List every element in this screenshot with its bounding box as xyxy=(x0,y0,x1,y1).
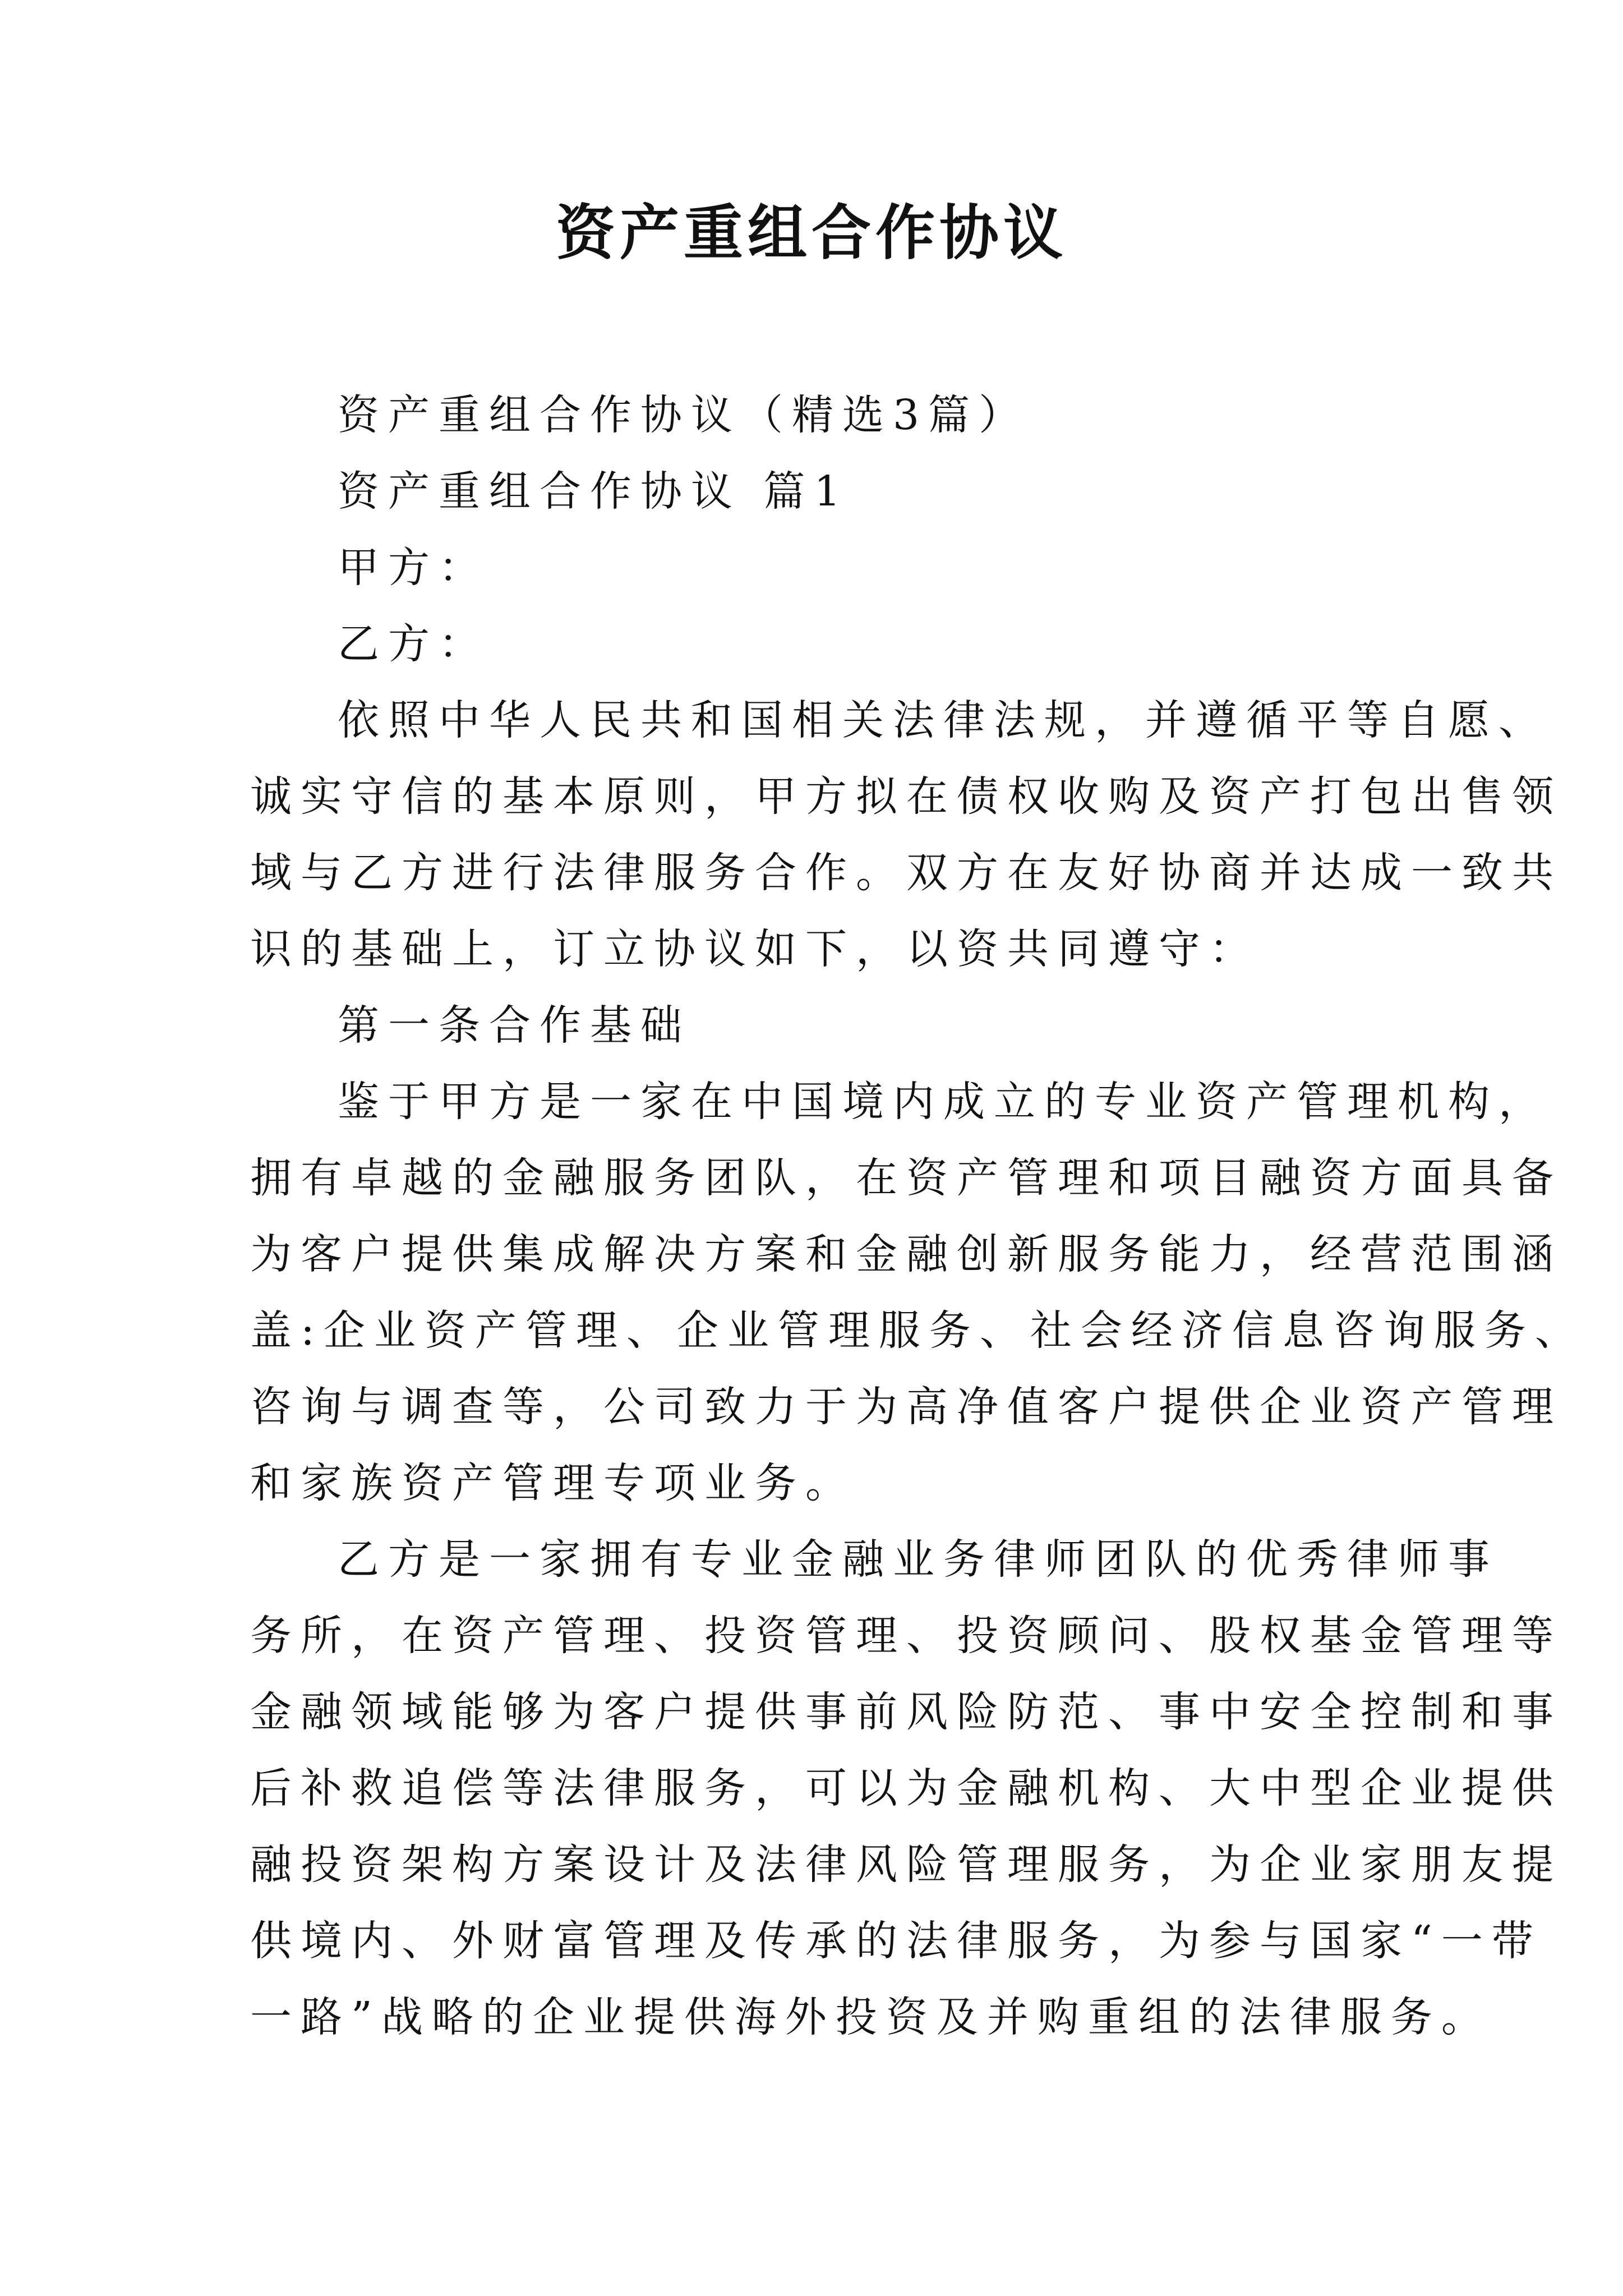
paragraph-line: 识的基础上，订立协议如下，以资共同遵守： xyxy=(250,925,1260,973)
paragraph-line: 依照中华人民共和国相关法律法规，并遵循平等自愿、 xyxy=(338,696,1549,744)
paragraph-line: 供境内、外财富管理及传承的法律服务，为参与国家“一带 xyxy=(250,1917,1542,1965)
paragraph-line: 诚实守信的基本原则，甲方拟在债权收购及资产打包出售领 xyxy=(250,772,1562,821)
subtitle-selected: 资产重组合作协议（精选3篇） xyxy=(338,391,1030,439)
paragraph-line: 后补救追偿等法律服务，可以为金融机构、大中型企业提供 xyxy=(250,1764,1562,1812)
party-b-label: 乙方： xyxy=(338,620,489,668)
paragraph-line: 务所，在资产管理、投资管理、投资顾问、股权基金管理等 xyxy=(250,1612,1562,1660)
paragraph-line: 和家族资产管理专项业务。 xyxy=(250,1459,856,1507)
section-heading-part1: 资产重组合作协议 篇1 xyxy=(338,467,850,516)
article-heading: 第一条合作基础 xyxy=(338,1001,691,1050)
paragraph-line: 域与乙方进行法律服务合作。双方在友好协商并达成一致共 xyxy=(250,849,1562,897)
paragraph-line: 盖:企业资产管理、企业管理服务、社会经济信息咨询服务、 xyxy=(250,1306,1585,1355)
paragraph-line: 拥有卓越的金融服务团队，在资产管理和项目融资方面具备 xyxy=(250,1154,1562,1202)
paragraph-line: 一路”战略的企业提供海外投资及并购重组的法律服务。 xyxy=(250,1993,1492,2041)
party-a-label: 甲方： xyxy=(338,544,489,592)
paragraph-line: 金融领域能够为客户提供事前风险防范、事中安全控制和事 xyxy=(250,1688,1562,1736)
paragraph-line: 咨询与调查等，公司致力于为高净值客户提供企业资产管理 xyxy=(250,1383,1562,1431)
paragraph-line: 为客户提供集成解决方案和金融创新服务能力，经营范围涵 xyxy=(250,1230,1562,1278)
paragraph-line: 融投资架构方案设计及法律风险管理服务，为企业家朋友提 xyxy=(250,1841,1562,1889)
paragraph-line: 鉴于甲方是一家在中国境内成立的专业资产管理机构， xyxy=(338,1078,1549,1126)
document-title: 资产重组合作协议 xyxy=(556,197,1067,268)
paragraph-line: 乙方是一家拥有专业金融业务律师团队的优秀律师事 xyxy=(338,1535,1498,1584)
